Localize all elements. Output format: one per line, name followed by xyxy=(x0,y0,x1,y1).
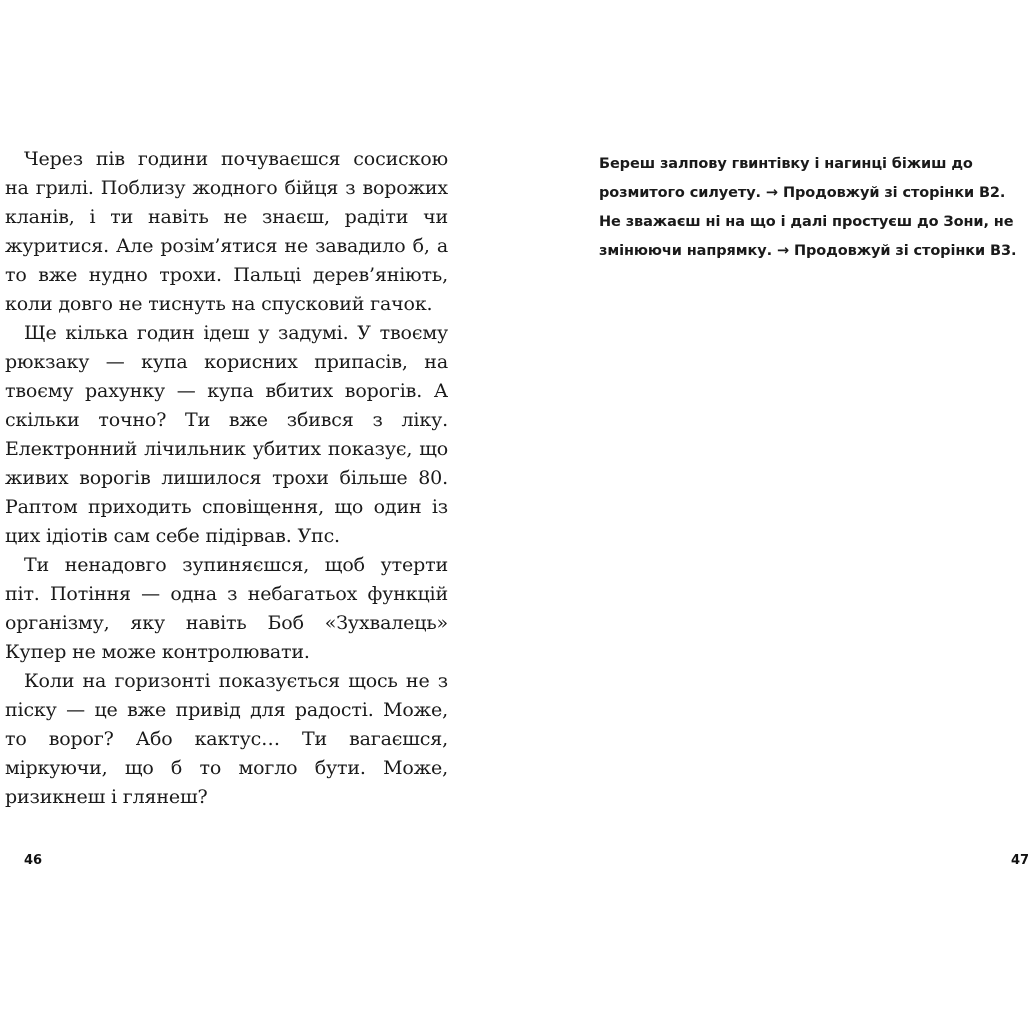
choice-text: Не зважаєш ні на що і далі простуєш до Зони, не змінюючи напрямку. xyxy=(599,214,1014,259)
page-number-left: 46 xyxy=(24,853,43,868)
left-page xyxy=(0,0,512,1024)
left-page-body xyxy=(5,145,448,812)
paragraph: Коли на горизонті показується щось не з піску — це вже привід для радості. Може, то ворог? Або кактус… Ти вагаєшся, міркуючи, що б то могло бути. Може, ризикнеш і глянеш? xyxy=(5,670,448,808)
choice-item xyxy=(599,208,1019,266)
choice-item xyxy=(599,150,1019,208)
arrow-right-icon: → xyxy=(776,243,790,259)
page-number-right: 47 xyxy=(1011,853,1029,868)
choice-goto: Продовжуй зі сторінки B3. xyxy=(793,243,1017,259)
choice-goto: Продовжуй зі сторінки B2. xyxy=(782,185,1006,201)
paragraph: Ти ненадовго зупиняєшся, щоб утерти піт. Потіння — одна з небагатьох функцій організму, яку навіть Боб «Зухвалець» Купер не може контролювати. xyxy=(5,554,448,663)
arrow-right-icon: → xyxy=(765,185,778,201)
choice-text: Береш залпову гвинтівку і нагинці біжиш до розмитого силуету. xyxy=(599,156,973,201)
choices-block xyxy=(599,150,1019,266)
paragraph: Через пів години почуваєшся сосискою на грилі. Поблизу жодного бійця з ворожих кланів, і ти навіть не знаєш, радіти чи журитися. Але розім’ятися не завадило б, а то вже нудно трохи. Пальці дерев’яніють, коли довго не тиснуть на спусковий гачок. xyxy=(5,148,448,315)
paragraph: Ще кілька годин ідеш у задумі. У твоєму рюкзаку — купа корисних припасів, на твоєму рахунку — купа вбитих ворогів. А скільки точно? Ти вже збився з ліку. Електронний лічильник убитих показує, що живих ворогів лишилося трохи більше 80. Раптом приходить сповіщення, що один із цих ідіотів сам себе підірвав. Упс. xyxy=(5,322,448,547)
right-page xyxy=(512,0,1029,1024)
